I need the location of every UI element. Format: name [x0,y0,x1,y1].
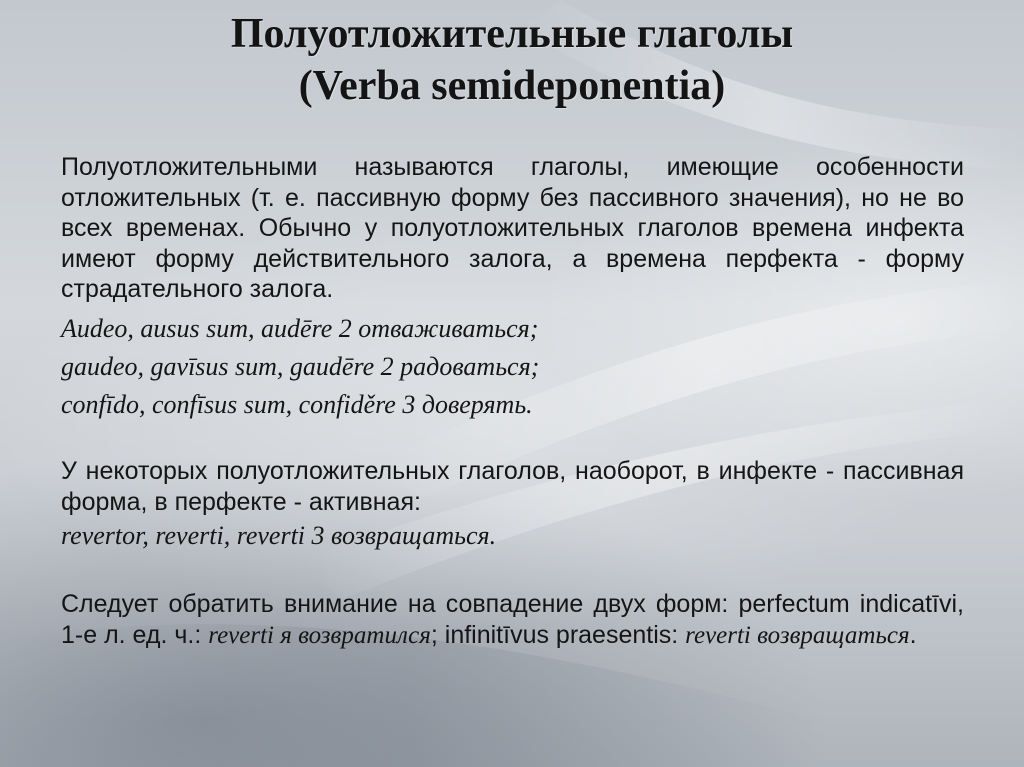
slide-title [60,8,964,112]
second-paragraph: У некоторых полуотложительных глаголов, наоборот, в инфекте - пассивная форма, в перфекте - активная: [61,456,964,516]
third-paragraph [61,589,964,651]
title-line-2: (Verba semideponentia) [298,63,726,109]
form-perfect: reverti я возвратился [208,621,431,649]
third-text-2: ; infinitīvus praesentis: [430,620,686,649]
example-line: gaudeo, gavīsus sum, gaudēre 2 радоваться; [61,351,540,381]
title-line-1: Полуотложительные глаголы [230,11,794,57]
example-line: Audeo, ausus sum, audēre 2 отваживаться; [61,313,539,343]
intro-paragraph: Полуотложительными называются глаголы, имеющие особенности отложительных (т. е. пассивную форму без пассивного значения), но не во всех временах. Обычно у полуотложительных глаголов времена инфекта имеют форму действительного залога, а времена перфекта - форму страдательного залога. [61,153,964,304]
form-infinitive: reverti возвращаться [685,621,910,649]
third-text-1: Следует обратить внимание на совпадение двух форм: perfectum indicatīvi, 1-е л. ед. ч.: [61,590,964,649]
second-example: revertor, reverti, reverti 3 возвращаться. [61,521,497,551]
slide-body [61,152,964,651]
third-end: . [909,620,917,649]
example-line: confīdo, confīsus sum, confiděre 3 доверять. [61,389,533,419]
